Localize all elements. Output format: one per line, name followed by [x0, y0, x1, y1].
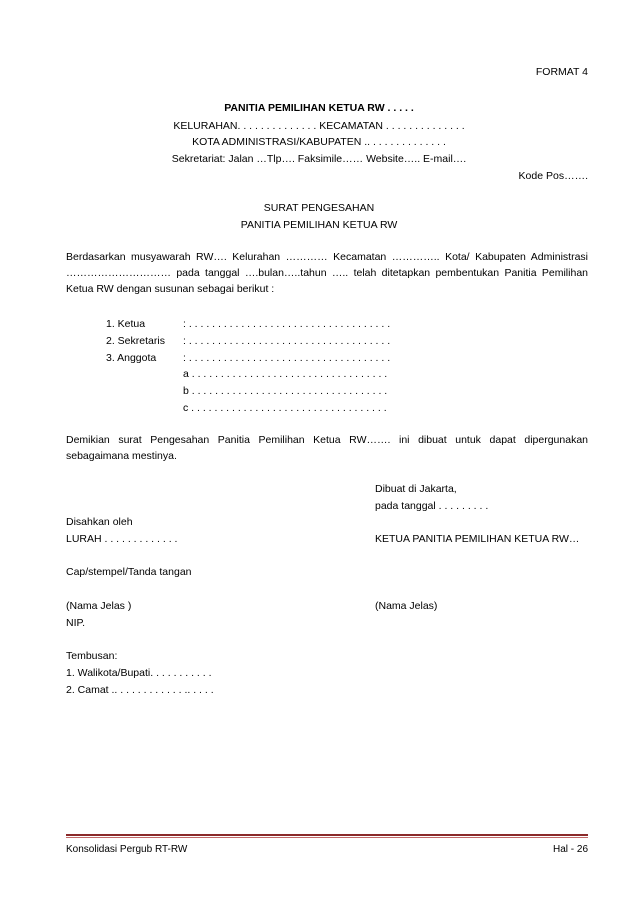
header-kode-pos: Kode Pos…….: [518, 170, 588, 182]
member-value: : . . . . . . . . . . . . . . . . . . . . . . . . . . . . . . . . . . .: [183, 335, 391, 347]
footer-rule-thin: [66, 837, 588, 838]
footer-rule: [66, 834, 588, 836]
member-label: 3. Anggota: [106, 352, 157, 364]
header-line-kelurahan: KELURAHAN. . . . . . . . . . . . . . KECAMATAN . . . . . . . . . . . . . .: [173, 120, 465, 132]
approved-by: Disahkan oleh: [66, 516, 133, 528]
nip-label: NIP.: [66, 617, 86, 629]
intro-line: Berdasarkan musyawarah RW…. Kelurahan ………… Kecamatan ………….. Kota/ Kabupaten Administrasi: [66, 251, 588, 263]
member-label: 2. Sekretaris: [106, 335, 165, 347]
sub-member: c . . . . . . . . . . . . . . . . . . . . . . . . . . . . . . . . . .: [183, 402, 387, 414]
header-line-sekretariat: Sekretariat: Jalan …Tlp…. Faksimile…… Website….. E-mail….: [171, 153, 467, 165]
tembusan-item: 2. Camat .. . . . . . . . . . . . .. . . . .: [66, 684, 214, 696]
closing-line: Demikian surat Pengesahan Panitia Pemilihan Ketua RW……. ini dibuat untuk dapat dipergunakan: [66, 434, 588, 446]
closing-line: sebagaimana mestinya.: [66, 450, 177, 462]
signature-place: Dibuat di Jakarta,: [375, 483, 457, 495]
doc-title-line1: SURAT PENGESAHAN: [263, 202, 375, 214]
tembusan-item: 1. Walikota/Bupati. . . . . . . . . . .: [66, 667, 212, 679]
tembusan-title: Tembusan:: [66, 650, 118, 662]
sub-member: b . . . . . . . . . . . . . . . . . . . . . . . . . . . . . . . . . .: [183, 385, 388, 397]
ketua-label: KETUA PANITIA PEMILIHAN KETUA RW…: [375, 533, 580, 545]
member-value: : . . . . . . . . . . . . . . . . . . . . . . . . . . . . . . . . . . .: [183, 318, 391, 330]
intro-line: Ketua RW dengan susunan sebagai berikut :: [66, 283, 275, 295]
sub-member: a . . . . . . . . . . . . . . . . . . . . . . . . . . . . . . . . . .: [183, 368, 388, 380]
header-line-kota: KOTA ADMINISTRASI/KABUPATEN .. . . . . . . . . . . . . .: [192, 136, 446, 148]
stamp-label: Cap/stempel/Tanda tangan: [66, 566, 192, 578]
intro-paragraph: [66, 249, 588, 297]
signature-date: pada tanggal . . . . . . . . .: [375, 500, 489, 512]
format-label: FORMAT 4: [535, 66, 588, 78]
footer-left: Konsolidasi Pergub RT-RW: [66, 844, 188, 855]
committee-title: PANITIA PEMILIHAN KETUA RW . . . . .: [224, 102, 414, 114]
closing-paragraph: [66, 432, 588, 464]
member-label: 1. Ketua: [106, 318, 146, 330]
lurah-label: LURAH . . . . . . . . . . . . .: [66, 533, 178, 545]
doc-title-line2: PANITIA PEMILIHAN KETUA RW: [240, 219, 398, 231]
member-value: : . . . . . . . . . . . . . . . . . . . . . . . . . . . . . . . . . . .: [183, 352, 391, 364]
name-right: (Nama Jelas): [375, 600, 438, 612]
footer-page-number: Hal - 26: [552, 844, 588, 855]
intro-line: ………………………… pada tanggal ….bulan…..tahun ….. telah ditetapkan pembentukan Panitia Pemilihan: [66, 267, 588, 279]
name-left: (Nama Jelas ): [66, 600, 132, 612]
